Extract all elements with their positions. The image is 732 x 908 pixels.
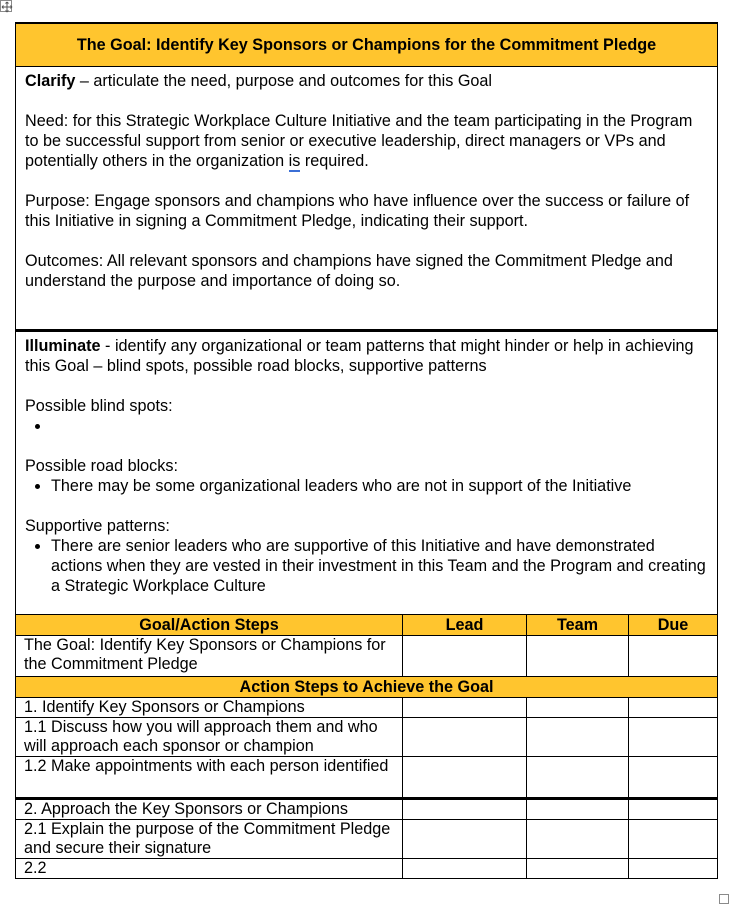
blind-spots-label: Possible blind spots: [25,397,173,415]
table-cell[interactable] [629,859,718,879]
table-cell[interactable] [629,718,718,757]
step-cell[interactable]: 1.1 Discuss how you will approach them and who will approach each sponsor or champion [16,718,403,757]
road-blocks-label: Possible road blocks: [25,457,178,475]
table-cell[interactable] [629,698,718,718]
table-cell[interactable] [629,636,718,677]
table-move-handle-icon[interactable] [0,0,12,12]
step-cell[interactable]: 1.2 Make appointments with each person identified [16,757,403,799]
blind-spots-list [25,416,709,436]
table-row [16,757,718,799]
column-header-lead: Lead [403,615,527,636]
road-blocks-list [25,476,709,496]
step-cell[interactable]: 2.2 [16,859,403,879]
table-cell[interactable] [403,757,527,799]
table-cell[interactable] [527,757,629,799]
step-cell[interactable]: 2. Approach the Key Sponsors or Champions [16,799,403,820]
clarify-need: Need: for this Strategic Workplace Culture Initiative and the team participating in the Program to be successful support from senior or executive leadership, direct managers or VPs and potentially others in the organization is required. [25,112,693,170]
table-cell[interactable] [527,698,629,718]
table-cell[interactable] [527,799,629,820]
clarify-heading: Clarify [25,72,76,90]
table-row [16,698,718,718]
table-cell[interactable] [403,636,527,677]
table-cell[interactable] [629,799,718,820]
supportive-label: Supportive patterns: [25,517,170,535]
illuminate-intro: Illuminate - identify any organizational or team patterns that might hinder or help in achieving this Goal – blind spots, possible road blocks, supportive patterns [25,337,694,375]
goal-row-cell[interactable]: The Goal: Identify Key Sponsors or Champions for the Commitment Pledge [16,636,403,677]
illuminate-heading: Illuminate [25,337,101,355]
column-header-team: Team [527,615,629,636]
table-cell[interactable] [527,859,629,879]
table-cell[interactable] [403,859,527,879]
list-item: • There may be some organizational leaders who are not in support of the Initiative [51,476,709,496]
table-row [16,799,718,820]
table-cell[interactable] [629,757,718,799]
table-cell[interactable] [527,636,629,677]
table-row [16,718,718,757]
action-steps-header: Action Steps to Achieve the Goal [16,677,718,698]
illuminate-section[interactable] [16,331,718,615]
table-row [16,859,718,879]
clarify-purpose: Purpose: Engage sponsors and champions who have influence over the success or failure of this Initiative in signing a Commitment Pledge, indicating their support. [25,192,690,230]
goal-title[interactable]: The Goal: Identify Key Sponsors or Champions for the Commitment Pledge [16,23,718,67]
table-cell[interactable] [403,718,527,757]
step-cell[interactable]: 1. Identify Key Sponsors or Champions [16,698,403,718]
table-cell[interactable] [403,799,527,820]
table-row [16,820,718,859]
table-cell[interactable] [403,820,527,859]
clarify-section[interactable] [16,67,718,331]
clarify-outcomes: Outcomes: All relevant sponsors and champions have signed the Commitment Pledge and understand the purpose and importance of doing so. [25,252,673,290]
step-cell[interactable]: 2.1 Explain the purpose of the Commitment Pledge and secure their signature [16,820,403,859]
column-header-due: Due [629,615,718,636]
table-cell[interactable] [403,698,527,718]
goal-table [15,22,718,879]
table-resize-handle-icon[interactable] [719,894,729,904]
table-cell[interactable] [527,718,629,757]
list-item: • There are senior leaders who are supportive of this Initiative and have demonstrated actions when they are vested in their investment in this Team and the Program and creating a Strategic Workplace Culture [51,536,709,596]
list-item [51,416,709,436]
column-header-steps: Goal/Action Steps [16,615,403,636]
table-cell[interactable] [527,820,629,859]
table-cell[interactable] [629,820,718,859]
supportive-list [25,536,709,596]
spellcheck-flag[interactable]: is [288,152,301,170]
clarify-intro: Clarify – articulate the need, purpose and outcomes for this Goal [25,72,493,90]
